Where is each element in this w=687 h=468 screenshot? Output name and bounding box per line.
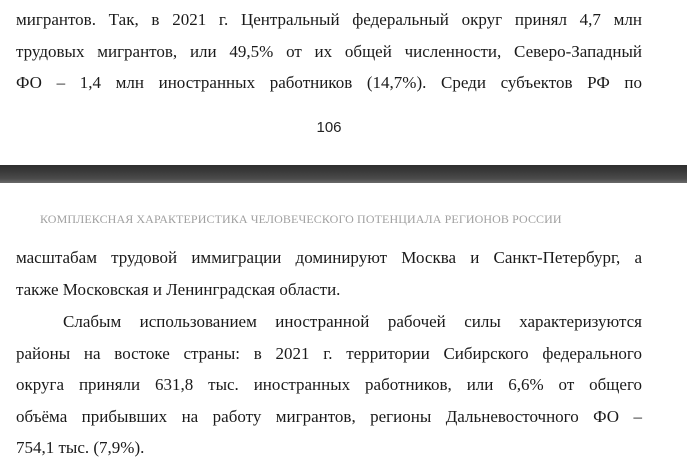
text-line: трудовых мигрантов, или 49,5% от их общей численности, Северо-Западный <box>16 41 642 61</box>
text-line: районы на востоке страны: в 2021 г. территории Сибирского федерального <box>16 343 642 363</box>
previous-page <box>0 0 687 165</box>
running-header: КОМПЛЕКСНАЯ ХАРАКТЕРИСТИКА ЧЕЛОВЕЧЕСКОГО ПОТЕНЦИАЛА РЕГИОНОВ РОССИИ <box>40 212 562 226</box>
text-line: объёма прибывших на работу мигрантов, регионы Дальневосточного ФО – <box>16 406 642 426</box>
text-line: 754,1 тыс. (7,9%). <box>16 438 145 457</box>
page-divider <box>0 165 687 183</box>
body-text-top <box>16 4 642 99</box>
text-line: ФО – 1,4 млн иностранных работников (14,7%). Среди субъектов РФ по <box>16 73 642 92</box>
text-line: округа приняли 631,8 тыс. иностранных работников, или 6,6% от общего <box>16 375 642 394</box>
text-line: мигрантов. Так, в 2021 г. Центральный федеральный округ принял 4,7 млн <box>16 10 642 29</box>
paragraph-continuation <box>16 242 642 305</box>
text-line: Слабым использованием иностранной рабочей силы характеризуются <box>63 312 642 331</box>
paragraph <box>16 306 642 464</box>
text-line: также Московская и Ленинградская области. <box>16 279 341 299</box>
text-line: масштабам трудовой иммиграции доминируют Москва и Санкт-Петербург, а <box>16 248 642 267</box>
page-number: 106 <box>316 119 342 136</box>
